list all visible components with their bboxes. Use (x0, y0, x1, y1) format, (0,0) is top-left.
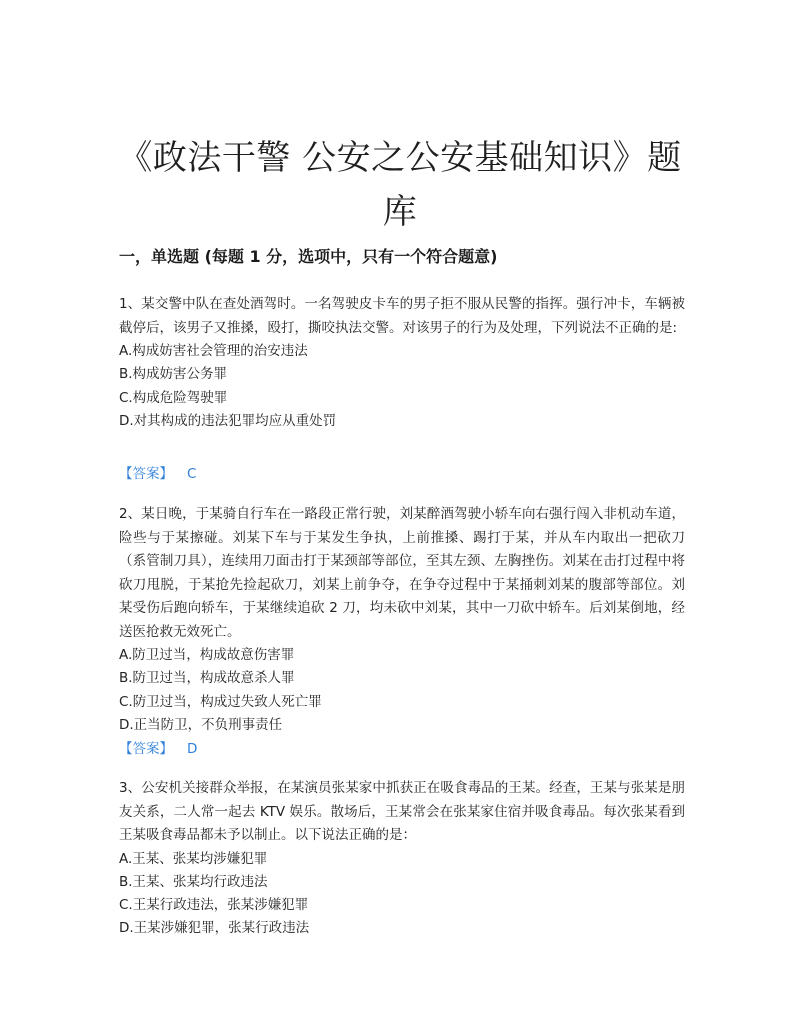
answer-value: D (187, 741, 198, 757)
question-2-answer (119, 738, 197, 760)
option-a: A.构成妨害社会管理的治安违法 (119, 343, 308, 359)
question-1-text: 1、某交警中队在查处酒驾时。一名驾驶皮卡车的男子拒不服从民警的指挥。强行冲卡，车辆被截停后，该男子又推搡，殴打，撕咬执法交警。对该男子的行为及处理，下列说法不正确的是: (119, 296, 685, 336)
option-c: C.防卫过当，构成过失致人死亡罪 (119, 693, 322, 710)
option-d: D.正当防卫，不负刑事责任 (119, 716, 283, 733)
option-b: B.王某、张某均行政违法 (119, 873, 268, 890)
answer-label: 【答案】 (119, 741, 173, 757)
answer-value: C (187, 466, 197, 482)
option-a: A.王某、张某均涉嫌犯罪 (119, 850, 268, 867)
question-3-options (119, 848, 685, 941)
question-3 (119, 777, 685, 941)
option-b: B.构成妨害公务罪 (119, 366, 228, 383)
option-c: C.王某行政违法，张某涉嫌犯罪 (119, 897, 309, 914)
question-3-text: 3、公安机关接群众举报，在某演员张某家中抓获正在吸食毒品的王某。经查，王某与张某是朋友关系，二人常一起去 KTV 娱乐。散场后，王某常会在张某家住宿并吸食毒品。每次张某看到王某吸食毒品都未予以制止。以下说法正确的是： (119, 780, 685, 843)
document-title: 《政法干警 公安之公安基础知识》题库 (118, 137, 682, 232)
option-d: D.对其构成的违法犯罪均应从重处罚 (119, 412, 337, 429)
question-2-options (119, 644, 685, 737)
section-heading: 一，单选题 (每题 1 分，选项中，只有一个符合题意) (119, 247, 498, 266)
question-1 (119, 293, 685, 433)
question-1-answer (119, 463, 196, 485)
option-b: B.防卫过当，构成故意杀人罪 (119, 670, 295, 687)
option-d: D.王某涉嫌犯罪，张某行政违法 (119, 920, 310, 937)
question-1-options (119, 340, 685, 433)
answer-label: 【答案】 (119, 466, 173, 482)
question-2-text: 2、某日晚，于某骑自行车在一路段正常行驶，刘某醉酒驾驶小轿车向右强行闯入非机动车道，险些与于某擦碰。刘某下车与于某发生争执，上前推搡、踢打于某，并从车内取出一把砍刀（系管制刀具），连续用刀面击打于某颈部等部位，至其左颈、左胸挫伤。刘某在击打过程中将砍刀甩脱，于某抢先捡起砍刀，刘某上前争夺，在争夺过程中于某捅刺刘某的腹部等部位。刘某受伤后跑向轿车，于某继续追砍 2 刀，均未砍中刘某，其中一刀砍中轿车。后刘某倒地，经送医抢救无效死亡。 (119, 506, 685, 640)
question-2 (119, 503, 685, 737)
option-a: A.防卫过当，构成故意伤害罪 (119, 647, 295, 663)
option-c: C.构成危险驾驶罪 (119, 389, 228, 406)
